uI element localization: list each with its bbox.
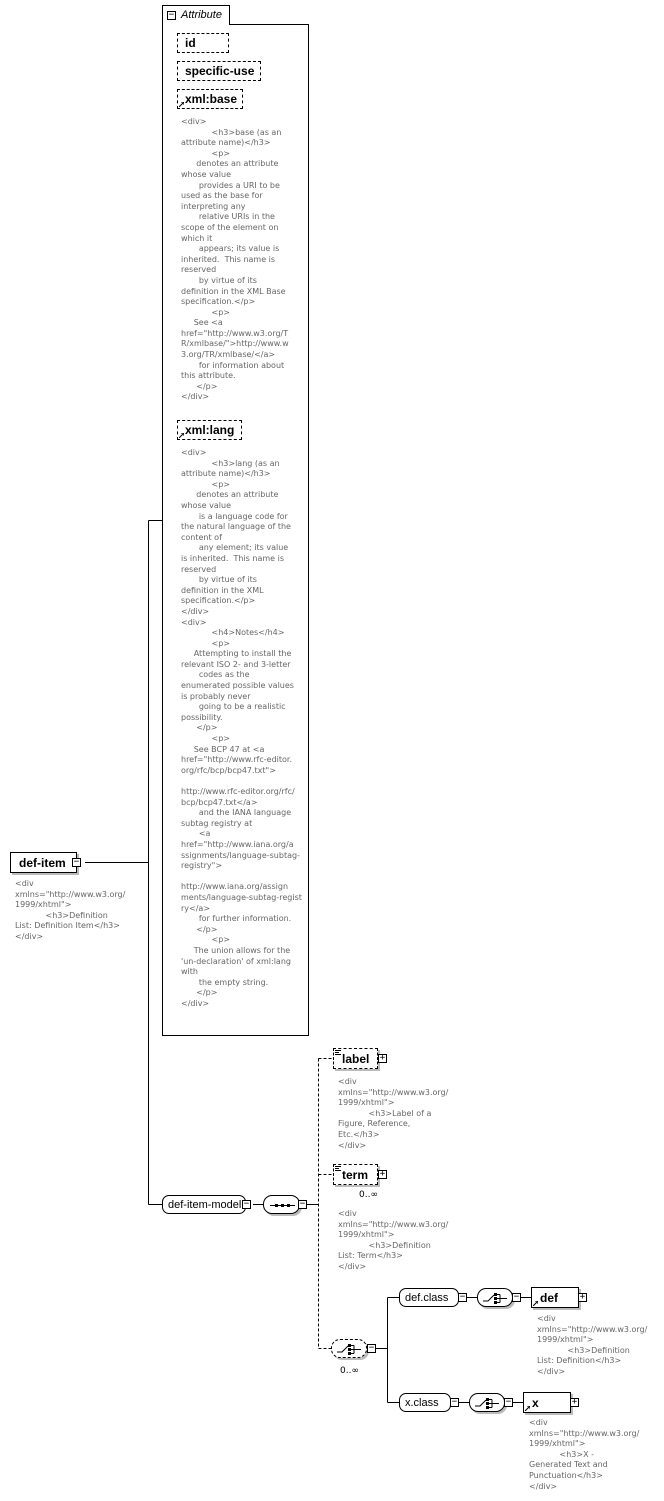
- attribute-xml-lang-documentation: <div> <h3>lang (as an attribute name)</h3> <p> denotes an attribute whose value is a language code for the natural language of the content of any element; its value is inherited. This name is reserved by virtue of its definition in the XML specification.</p> </div> <div> <h4>Notes</h4> <p> Attempting to install the relevant ISO 2- and 3-letter codes as the enumerated possible values is probably never going to be a realistic possibility. </p> <p> See BCP 47 at <a href="http://www.rfc-editor. org/rfc/bcp/bcp47.txt"> http://www.rfc-editor.org/rfc/ bcp/bcp47.txt</a> and the IANA language subtag registry at <a href="http://www.iana.org/a ssignments/language-subtag- registry"> http://www.iana.org/assign ments/language-subtag-regist ry</a> for further information. </p> <p> The union allows for the 'un-declaration' of xml:lang with the empty string. </p> </div>: [181, 448, 302, 1008]
- attribute-xml-lang-label: xml:lang: [185, 423, 235, 437]
- x-class-choice-compositor[interactable]: [469, 1393, 505, 1412]
- choice-cardinality: 0..∞: [340, 1366, 359, 1376]
- choice-compositor[interactable]: [331, 1339, 367, 1358]
- x-class-label: x.class: [405, 1396, 439, 1409]
- choice-compositor-icon: [470, 1394, 506, 1413]
- attribute-xml-base-documentation: <div> <h3>base (as an attribute name)</h3> <p> denotes an attribute whose value provides a URI to be used as the base for interpreting any relative URIs in the scope of the element on which it appears; its value is inherited. This name is reserved by virtue of its definition in the XML Base specification.</p> <p> See <a href="http://www.w3.org/T R/xmlbase/">http://www.w 3.org/TR/xmlbase/</a> for information about this attribute. </p> </div>: [181, 117, 289, 402]
- attribute-group-title: Attribute: [181, 9, 222, 21]
- choice-compositor-icon: [478, 1289, 514, 1308]
- def-item-model-label: def-item-model: [168, 1198, 242, 1211]
- attribute-group-header[interactable]: [162, 5, 230, 25]
- reference-arrow-icon: [179, 433, 184, 438]
- def-class-collapse-icon[interactable]: −: [459, 1292, 466, 1302]
- content-lines-icon: [335, 1166, 341, 1172]
- label-element-box[interactable]: [333, 1048, 378, 1069]
- attribute-xml-base-label: xml:base: [185, 92, 238, 106]
- attribute-group-collapse-icon[interactable]: −: [168, 10, 175, 20]
- attribute-xml-base-box[interactable]: [177, 89, 243, 109]
- sequence-compositor[interactable]: [263, 1195, 300, 1214]
- x-element-name: x: [532, 1395, 539, 1410]
- def-documentation: <div xmlns="http://www.w3.org/ 1999/xhtml"> <h3>Definition List: Definition</h3> </div>: [537, 1314, 648, 1376]
- reference-arrow-icon: [525, 1406, 530, 1411]
- x-class-collapse-icon[interactable]: −: [451, 1397, 458, 1407]
- label-documentation: <div xmlns="http://www.w3.org/ 1999/xhtml"> <h3>Label of a Figure, Reference, Etc.</h3> </div>: [338, 1077, 449, 1150]
- def-expand-icon[interactable]: +: [579, 1292, 586, 1302]
- x-class-choice-collapse-icon[interactable]: −: [505, 1397, 512, 1407]
- x-documentation: <div xmlns="http://www.w3.org/ 1999/xhtml"> <h3>X - Generated Text and Punctuation</h3> </div>: [529, 1418, 640, 1491]
- x-class-group-box[interactable]: [399, 1393, 451, 1412]
- term-expand-icon[interactable]: +: [379, 1169, 386, 1179]
- def-item-collapse-icon[interactable]: −: [73, 857, 80, 867]
- term-documentation: <div xmlns="http://www.w3.org/ 1999/xhtml"> <h3>Definition List: Term</h3> </div>: [338, 1209, 449, 1271]
- def-item-label: def-item: [19, 855, 66, 870]
- reference-arrow-icon: [179, 102, 184, 107]
- choice-compositor-icon: [332, 1340, 368, 1359]
- def-item-documentation: <div xmlns="http://www.w3.org/ 1999/xhtml"> <h3>Definition List: Definition Item</h3> </div>: [15, 879, 126, 941]
- label-expand-icon[interactable]: +: [379, 1053, 386, 1063]
- content-lines-icon: [335, 1050, 341, 1056]
- sequence-compositor-icon: [264, 1196, 301, 1215]
- attribute-specific-use-box[interactable]: [177, 61, 261, 81]
- attribute-id-box[interactable]: [177, 33, 229, 53]
- reference-arrow-icon: [533, 1301, 538, 1306]
- def-class-choice-compositor[interactable]: [477, 1288, 513, 1307]
- choice-collapse-icon[interactable]: −: [368, 1343, 375, 1353]
- def-item-model-collapse-icon[interactable]: −: [243, 1199, 250, 1209]
- sequence-collapse-icon[interactable]: −: [299, 1199, 306, 1209]
- attribute-xml-lang-box[interactable]: [177, 420, 242, 440]
- x-expand-icon[interactable]: +: [571, 1397, 578, 1407]
- def-element-box[interactable]: [531, 1287, 579, 1308]
- def-element-name: def: [540, 1290, 558, 1305]
- def-item-element-box[interactable]: [10, 852, 77, 873]
- attribute-specific-use-label: specific-use: [185, 64, 255, 78]
- def-item-model-group-box[interactable]: [162, 1195, 246, 1214]
- term-element-box[interactable]: [333, 1164, 378, 1185]
- term-element-name: term: [342, 1167, 369, 1182]
- def-class-choice-collapse-icon[interactable]: −: [513, 1292, 520, 1302]
- attribute-id-label: id: [185, 36, 196, 50]
- label-element-name: label: [342, 1051, 370, 1066]
- term-cardinality: 0..∞: [359, 1190, 378, 1200]
- def-class-label: def.class: [405, 1291, 449, 1304]
- def-class-group-box[interactable]: [399, 1288, 459, 1307]
- x-element-box[interactable]: [523, 1392, 571, 1413]
